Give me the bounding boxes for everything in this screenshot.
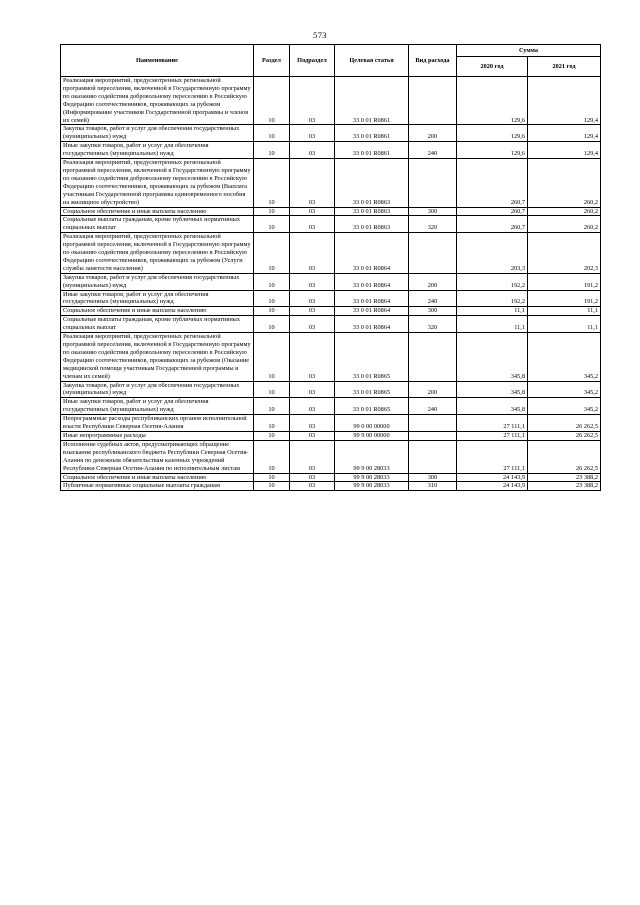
row-target-article: 99 0 00 00000 xyxy=(335,415,409,432)
row-razdel: 10 xyxy=(254,290,290,307)
row-name: Социальные выплаты гражданам, кроме публичных нормативных социальных выплат xyxy=(61,216,254,233)
row-name: Иные непрограммные расходы xyxy=(61,431,254,440)
header-year-2021: 2021 год xyxy=(528,57,601,77)
row-name: Социальное обеспечение и иные выплаты населению xyxy=(61,207,254,216)
row-sum-2020: 27 111,1 xyxy=(457,431,528,440)
row-target-article: 33 0 01 R0865 xyxy=(335,398,409,415)
row-sum-2021: 26 262,5 xyxy=(528,431,601,440)
row-podrazdel: 03 xyxy=(290,159,335,207)
row-razdel: 10 xyxy=(254,216,290,233)
row-expense-type xyxy=(409,415,457,432)
row-podrazdel: 03 xyxy=(290,482,335,491)
row-podrazdel: 03 xyxy=(290,125,335,142)
row-podrazdel: 03 xyxy=(290,473,335,482)
row-name: Реализация мероприятий, предусмотренных региональной программой переселения, включенной в Государственную программу по оказанию содействия добровольному переселению в Российскую Федерацию соотечественников, проживающих за рубежом (Оказание медицинской помощи участникам Государственной программы и членам их семей) xyxy=(61,333,254,381)
row-target-article: 99 9 00 28033 xyxy=(335,440,409,473)
row-sum-2021: 191,2 xyxy=(528,290,601,307)
table-row xyxy=(61,273,601,290)
row-name: Социальное обеспечение и иные выплаты населению xyxy=(61,307,254,316)
row-expense-type: 300 xyxy=(409,207,457,216)
row-name: Реализация мероприятий, предусмотренных региональной программой переселения, включенной в Государственную программу по оказанию содействия добровольному переселению в Российскую Федерацию соотечественников, проживающих за рубежом (Выплата участникам Государственной программы единовременного пособия на жилищное обустройство) xyxy=(61,159,254,207)
row-sum-2020: 24 143,9 xyxy=(457,473,528,482)
row-razdel: 10 xyxy=(254,398,290,415)
row-expense-type: 240 xyxy=(409,290,457,307)
row-podrazdel: 03 xyxy=(290,142,335,159)
row-name: Исполнение судебных актов, предусматривающих обращение взыскания республиканского бюджета Республики Северная Осетия-Алания по денежным обязательствам казенных учреждений Республики Северная Осетия-Алания по исполнительным листам xyxy=(61,440,254,473)
header-expense-type: Вид расхода xyxy=(409,45,457,77)
row-sum-2020: 129,6 xyxy=(457,125,528,142)
header-year-2020: 2020 год xyxy=(457,57,528,77)
row-razdel: 10 xyxy=(254,233,290,274)
row-sum-2020: 11,1 xyxy=(457,307,528,316)
row-sum-2021: 26 262,5 xyxy=(528,440,601,473)
row-expense-type xyxy=(409,159,457,207)
row-name: Непрограммные расходы республиканских органов исполнительной власти Республики Северная Осетия-Алания xyxy=(61,415,254,432)
row-expense-type: 310 xyxy=(409,482,457,491)
row-target-article: 33 0 01 R0863 xyxy=(335,207,409,216)
row-razdel: 10 xyxy=(254,415,290,432)
row-expense-type: 200 xyxy=(409,273,457,290)
table-row xyxy=(61,473,601,482)
row-razdel: 10 xyxy=(254,273,290,290)
table-row xyxy=(61,159,601,207)
row-sum-2021: 260,2 xyxy=(528,216,601,233)
row-sum-2021: 260,2 xyxy=(528,207,601,216)
row-target-article: 33 0 01 R0863 xyxy=(335,159,409,207)
table-row xyxy=(61,415,601,432)
header-podrazdel: Подраздел xyxy=(290,45,335,77)
row-razdel: 10 xyxy=(254,159,290,207)
row-sum-2020: 260,7 xyxy=(457,216,528,233)
row-podrazdel: 03 xyxy=(290,398,335,415)
row-podrazdel: 03 xyxy=(290,273,335,290)
row-expense-type: 320 xyxy=(409,316,457,333)
table-body xyxy=(61,77,601,491)
table-row xyxy=(61,316,601,333)
table-row xyxy=(61,333,601,381)
row-sum-2020: 192,2 xyxy=(457,290,528,307)
row-target-article: 33 0 01 R0861 xyxy=(335,125,409,142)
row-name: Социальные выплаты гражданам, кроме публичных нормативных социальных выплат xyxy=(61,316,254,333)
row-sum-2021: 202,3 xyxy=(528,233,601,274)
row-sum-2021: 26 262,5 xyxy=(528,415,601,432)
row-target-article: 33 0 01 R0865 xyxy=(335,333,409,381)
row-target-article: 99 9 00 00000 xyxy=(335,431,409,440)
row-sum-2020: 11,1 xyxy=(457,316,528,333)
row-podrazdel: 03 xyxy=(290,216,335,233)
row-podrazdel: 03 xyxy=(290,333,335,381)
row-expense-type: 320 xyxy=(409,216,457,233)
row-expense-type: 200 xyxy=(409,125,457,142)
table-row xyxy=(61,381,601,398)
row-target-article: 33 0 01 R0864 xyxy=(335,233,409,274)
row-sum-2020: 260,7 xyxy=(457,159,528,207)
row-razdel: 10 xyxy=(254,142,290,159)
row-expense-type xyxy=(409,431,457,440)
row-podrazdel: 03 xyxy=(290,431,335,440)
table-row xyxy=(61,233,601,274)
row-expense-type: 240 xyxy=(409,398,457,415)
row-sum-2020: 27 111,1 xyxy=(457,415,528,432)
row-sum-2021: 345,2 xyxy=(528,398,601,415)
row-podrazdel: 03 xyxy=(290,233,335,274)
row-target-article: 99 9 00 28033 xyxy=(335,482,409,491)
row-sum-2021: 191,2 xyxy=(528,273,601,290)
row-target-article: 33 0 01 R0861 xyxy=(335,142,409,159)
row-sum-2021: 129,4 xyxy=(528,125,601,142)
row-podrazdel: 03 xyxy=(290,290,335,307)
row-podrazdel: 03 xyxy=(290,77,335,125)
row-name: Иные закупки товаров, работ и услуг для обеспечения государственных (муниципальных) нужд xyxy=(61,398,254,415)
row-razdel: 10 xyxy=(254,440,290,473)
table-row xyxy=(61,77,601,125)
row-sum-2020: 24 143,9 xyxy=(457,482,528,491)
table-row xyxy=(61,482,601,491)
row-sum-2020: 345,8 xyxy=(457,333,528,381)
row-name: Социальное обеспечение и иные выплаты населению xyxy=(61,473,254,482)
row-name: Реализация мероприятий, предусмотренных региональной программой переселения, включенной в Государственную программу по оказанию содействия добровольному переселению в Российскую Федерацию соотечественников, проживающих за рубежом (Информирование участников Государственной программы и членов их семей) xyxy=(61,77,254,125)
row-expense-type: 240 xyxy=(409,142,457,159)
row-sum-2021: 11,1 xyxy=(528,307,601,316)
row-target-article: 99 9 00 28033 xyxy=(335,473,409,482)
row-sum-2020: 27 111,1 xyxy=(457,440,528,473)
row-expense-type: 300 xyxy=(409,473,457,482)
row-sum-2021: 260,2 xyxy=(528,159,601,207)
budget-table xyxy=(60,44,601,491)
row-name: Публичные нормативные социальные выплаты гражданам xyxy=(61,482,254,491)
row-sum-2020: 192,2 xyxy=(457,273,528,290)
row-expense-type: 200 xyxy=(409,381,457,398)
row-name: Иные закупки товаров, работ и услуг для обеспечения государственных (муниципальных) нужд xyxy=(61,142,254,159)
row-expense-type xyxy=(409,333,457,381)
table-row xyxy=(61,398,601,415)
row-podrazdel: 03 xyxy=(290,316,335,333)
row-razdel: 10 xyxy=(254,473,290,482)
row-target-article: 33 0 01 R0864 xyxy=(335,316,409,333)
row-razdel: 10 xyxy=(254,77,290,125)
row-target-article: 33 0 01 R0863 xyxy=(335,216,409,233)
row-target-article: 33 0 01 R0864 xyxy=(335,307,409,316)
row-sum-2021: 129,4 xyxy=(528,77,601,125)
header-razdel: Раздел xyxy=(254,45,290,77)
row-sum-2021: 23 388,2 xyxy=(528,473,601,482)
row-sum-2021: 11,1 xyxy=(528,316,601,333)
row-name: Реализация мероприятий, предусмотренных региональной программой переселения, включенной в Государственную программу по оказанию содействия добровольному переселению в Российскую Федерацию соотечественников, проживающих за рубежом (Услуги службы занятости населения) xyxy=(61,233,254,274)
table-row xyxy=(61,125,601,142)
row-name: Закупка товаров, работ и услуг для обеспечения государственных (муниципальных) нужд xyxy=(61,273,254,290)
row-podrazdel: 03 xyxy=(290,207,335,216)
row-razdel: 10 xyxy=(254,207,290,216)
row-target-article: 33 0 01 R0864 xyxy=(335,273,409,290)
page-number: 573 xyxy=(313,30,327,40)
row-target-article: 33 0 01 R0865 xyxy=(335,381,409,398)
row-name: Закупка товаров, работ и услуг для обеспечения государственных (муниципальных) нужд xyxy=(61,125,254,142)
row-target-article: 33 0 01 R0864 xyxy=(335,290,409,307)
row-sum-2020: 345,8 xyxy=(457,381,528,398)
row-podrazdel: 03 xyxy=(290,415,335,432)
row-podrazdel: 03 xyxy=(290,307,335,316)
row-target-article: 33 0 01 R0861 xyxy=(335,77,409,125)
row-razdel: 10 xyxy=(254,482,290,491)
row-sum-2021: 129,4 xyxy=(528,142,601,159)
row-expense-type xyxy=(409,440,457,473)
table-row xyxy=(61,216,601,233)
row-razdel: 10 xyxy=(254,307,290,316)
row-expense-type: 300 xyxy=(409,307,457,316)
row-sum-2020: 203,3 xyxy=(457,233,528,274)
row-sum-2020: 345,8 xyxy=(457,398,528,415)
table-row xyxy=(61,290,601,307)
row-podrazdel: 03 xyxy=(290,381,335,398)
row-razdel: 10 xyxy=(254,316,290,333)
row-sum-2021: 345,2 xyxy=(528,333,601,381)
table-row xyxy=(61,440,601,473)
table-row xyxy=(61,142,601,159)
header-name: Наименование xyxy=(61,45,254,77)
row-expense-type xyxy=(409,77,457,125)
row-expense-type xyxy=(409,233,457,274)
row-razdel: 10 xyxy=(254,333,290,381)
row-razdel: 10 xyxy=(254,381,290,398)
header-target-article: Целевая статья xyxy=(335,45,409,77)
row-sum-2020: 129,6 xyxy=(457,77,528,125)
row-podrazdel: 03 xyxy=(290,440,335,473)
row-razdel: 10 xyxy=(254,431,290,440)
table-row xyxy=(61,307,601,316)
header-sum: Сумма xyxy=(457,45,601,57)
row-name: Закупка товаров, работ и услуг для обеспечения государственных (муниципальных) нужд xyxy=(61,381,254,398)
row-sum-2020: 129,6 xyxy=(457,142,528,159)
row-sum-2020: 260,7 xyxy=(457,207,528,216)
table-row xyxy=(61,431,601,440)
row-sum-2021: 23 388,2 xyxy=(528,482,601,491)
row-razdel: 10 xyxy=(254,125,290,142)
row-name: Иные закупки товаров, работ и услуг для обеспечения государственных (муниципальных) нужд xyxy=(61,290,254,307)
table-row xyxy=(61,207,601,216)
row-sum-2021: 345,2 xyxy=(528,381,601,398)
